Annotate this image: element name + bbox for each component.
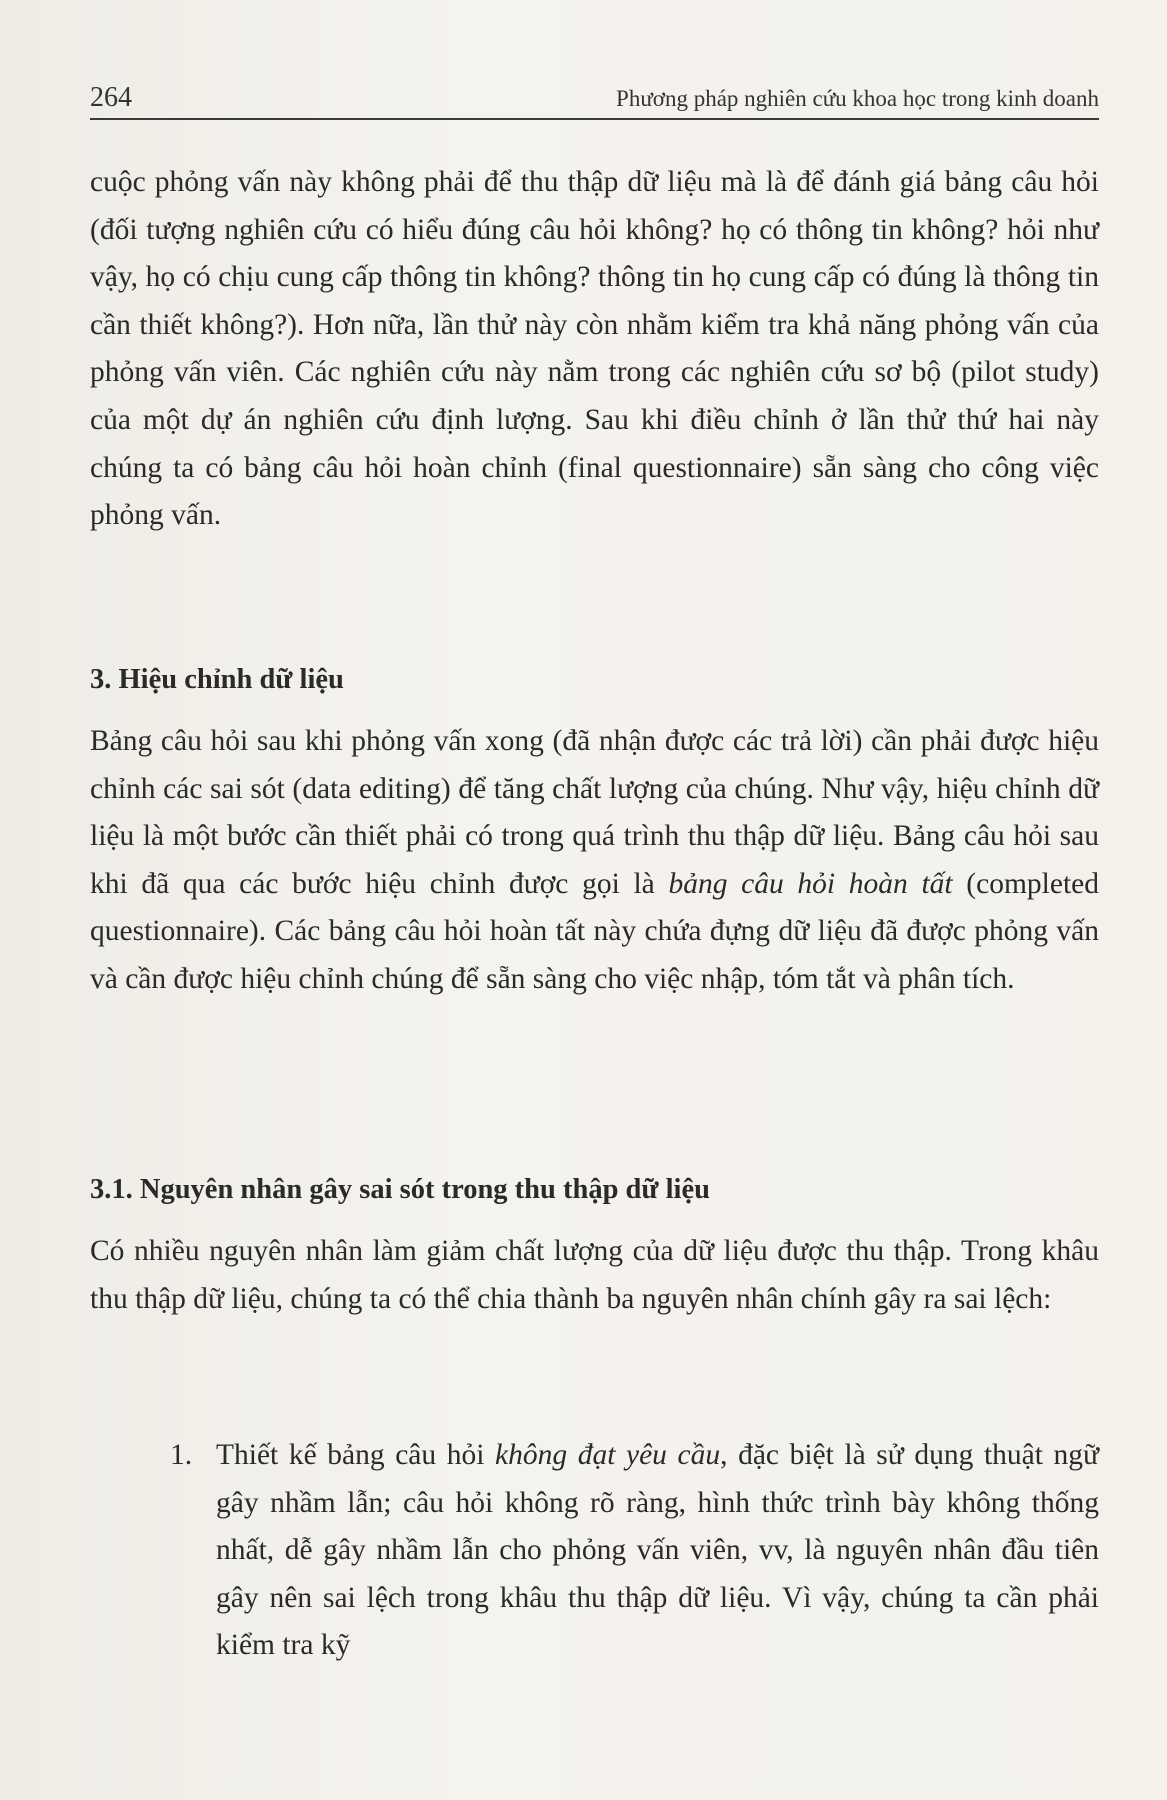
paragraph-text-part: (completed questionnaire). Các bảng câu hỏi hoàn tất này chứa đựng dữ liệu đã được phỏng vấn và cần được hiệu chỉnh chúng để sẵn sàng cho việc nhập, tóm tắt và phân tích.: [90, 867, 1099, 995]
list-text-part: , đặc biệt là sử dụng thuật ngữ gây nhầm lẫn; câu hỏi không rõ ràng, hình thức trình bày không thống nhất, dễ gây nhầm lẫn cho phỏng vấn viên, vv, là nguyên nhân đầu tiên gây nên sai lệch trong khâu thu thập dữ liệu. Vì vậy, chúng ta cần phải kiểm tra kỹ: [216, 1439, 1100, 1662]
page-number: 264: [90, 82, 132, 113]
paragraph-causes: Có nhiều nguyên nhân làm giảm chất lượng của dữ liệu được thu thập. Trong khâu thu thập dữ liệu, chúng ta có thể chia thành ba nguyên nhân chính gây ra sai lệch:: [90, 1235, 1099, 1315]
section-heading-3-1: 3.1. Nguyên nhân gây sai sót trong thu thập dữ liệu: [90, 1174, 710, 1205]
running-title: Phương pháp nghiên cứu khoa học trong kinh doanh: [616, 86, 1099, 111]
list-item-text: [216, 1432, 1099, 1670]
italic-term: không đạt yêu cầu: [495, 1439, 721, 1471]
list-text-part: Thiết kế bảng câu hỏi: [216, 1439, 496, 1471]
paragraph-text-part: Bảng câu hỏi sau khi phỏng vấn xong (đã nhận được các trả lời) cần phải được hiệu chỉnh các sai sót (data editing) để tăng chất lượng của chúng. Như vậy, hiệu chỉnh dữ liệu là một bước cần thiết phải có trong quá trình thu thập dữ liệu. Bảng câu hỏi sau khi đã qua các bước hiệu chỉnh được gọi là: [90, 725, 1099, 900]
paragraph-intro: cuộc phỏng vấn này không phải để thu thập dữ liệu mà là để đánh giá bảng câu hỏi (đối tượng nghiên cứu có hiểu đúng câu hỏi không? họ có thông tin không? hỏi như vậy, họ có chịu cung cấp thông tin không? thông tin họ cung cấp có đúng là thông tin cần thiết không?). Hơn nữa, lần thử này còn nhằm kiểm tra khả năng phỏng vấn của phỏng vấn viên. Các nghiên cứu này nằm trong các nghiên cứu sơ bộ (pilot study) của một dự án nghiên cứu định lượng. Sau khi điều chỉnh ở lần thử thứ hai này chúng ta có bảng câu hỏi hoàn chỉnh (final questionnaire) sẵn sàng cho công việc phỏng vấn.: [90, 166, 1099, 532]
page-header: [90, 78, 1099, 120]
paragraph-data-editing: [90, 718, 1099, 1004]
italic-term: bảng câu hỏi hoàn tất: [668, 867, 953, 900]
list-item-number: 1.: [170, 1439, 193, 1471]
section-heading-3: 3. Hiệu chỉnh dữ liệu: [90, 664, 344, 695]
